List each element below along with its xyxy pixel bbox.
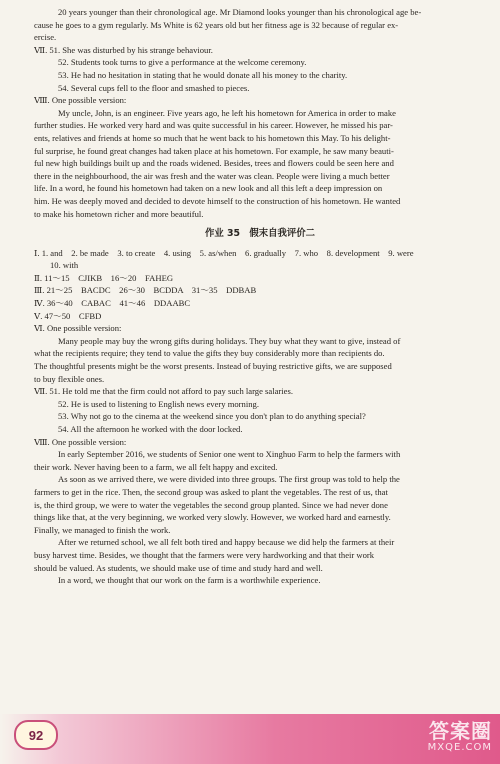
section-7-line: 54. Several cups fell to the floor and smashed to pieces.	[58, 82, 250, 93]
section-7-line: 54. All the afternoon he worked with the door locked.	[58, 424, 243, 434]
text-line: ercise.	[34, 32, 57, 43]
answer-line: Ⅳ. 36～40 CABAC 41～46 DDAABC	[34, 298, 191, 309]
essay-line: to buy flexible ones.	[34, 373, 105, 384]
essay-line: Many people may buy the wrong gifts during holidays. They buy what they want to give, instead of	[58, 335, 401, 346]
essay-line: ful surprise, he found great changes had taken place at his hometown. For example, he saw many beauti-	[34, 145, 394, 156]
watermark-url: MXQE.COM	[427, 742, 492, 753]
essay-line: Finally, we managed to finish the work.	[34, 524, 171, 535]
text-line: 20 years younger than their chronological age. Mr Diamond looks younger than his chronological age be-	[58, 7, 422, 17]
section-6-heading: Ⅵ. One possible version:	[34, 323, 122, 334]
essay-line: there in the neighbourhood, the air was fresh and the water was clean. People were living a much better	[34, 170, 390, 181]
essay-line: busy harvest time. Besides, we thought that the farmers were very hardworking and that their work	[34, 549, 375, 560]
essay-line: further studies. He worked very hard and was quite successful in his career. However, he missed his par-	[34, 120, 393, 131]
section-7-line: 53. Why not go to the cinema at the weekend since you don't plan to do anything special?	[58, 411, 366, 422]
essay-line: In early September 2016, we students of Senior one went to Xinghuo Farm to help the farmers with	[58, 449, 401, 460]
essay-line: In a word, we thought that our work on the farm is a worthwhile experience.	[58, 575, 321, 586]
section-7-line: 53. He had no hesitation in stating that he would donate all his money to the charity.	[58, 69, 348, 80]
answer-line: Ⅴ. 47～50 CFBD	[34, 310, 102, 321]
watermark-logo	[408, 720, 492, 760]
answer-line: Ⅱ. 11～15 CJIKB 16～20 FAHEG	[34, 272, 174, 283]
section-title: 作业 35 假末自我评价二	[204, 228, 316, 240]
essay-line: ful new high buildings built up and the roads widened. Besides, trees and flowers could be seen here and	[34, 158, 394, 169]
essay-line: life. In a word, he found his hometown had taken on a new look and all this left a deep impression on	[34, 183, 383, 194]
essay-line: ents, relatives and friends at home so much that he went back to his hometown this May. To his delight-	[34, 132, 391, 143]
essay-line: My uncle, John, is an engineer. Five years ago, he left his hometown for America in order to make	[58, 107, 396, 118]
section-7-line: Ⅶ. 51. He told me that the firm could not afford to pay such large salaries.	[34, 386, 293, 397]
page-content	[34, 6, 486, 587]
essay-line: things like that, at the very beginning, we worked very slowly. However, we worked hard and earnestly.	[34, 512, 391, 523]
page-number: 92	[14, 720, 58, 750]
essay-line: their work. Never having been to a farm, we all felt happy and excited.	[34, 461, 278, 472]
essay-line: to make his hometown richer and more beautiful.	[34, 208, 204, 219]
essay-line: After we returned school, we all felt both tired and happy because we did help the farmers at their	[58, 537, 395, 548]
essay-line: should be valued. As students, we should make use of time and study hard and well.	[34, 562, 323, 573]
section-7-line: 52. He is used to listening to English news every morning.	[58, 398, 259, 409]
answer-line: 10. with	[50, 260, 79, 271]
section-7-line: Ⅶ. 51. She was disturbed by his strange behaviour.	[34, 44, 213, 55]
section-8-heading: Ⅷ. One possible version:	[34, 436, 127, 447]
essay-line: him. He was deeply moved and decided to devote himself to the construction of his hometown. He wanted	[34, 195, 401, 206]
text-line: cause he goes to a gym regularly. Ms White is 62 years old but her fitness age is 32 because of regular ex-	[34, 19, 399, 30]
essay-line: The thoughtful presents might be the worst presents. Instead of buying restrictive gifts, we are supposed	[34, 361, 392, 372]
essay-line: farmers to get in the rice. Then, the second group was asked to plant the vegetables. The rest of us, that	[34, 486, 388, 497]
essay-line: is, the third group, we were to water the vegetables the second group planted. Since we had never done	[34, 499, 388, 510]
essay-line: As soon as we arrived there, we were divided into three groups. The first group was told to help the	[58, 474, 400, 485]
section-8-heading: Ⅷ. One possible version:	[34, 95, 127, 106]
answer-line: Ⅰ. 1. and 2. be made 3. to create 4. using 5. as/when 6. gradually 7. who 8. development 9. were	[34, 247, 414, 258]
watermark-text: 答案圈	[429, 719, 492, 743]
section-7-line: 52. Students took turns to give a performance at the welcome ceremony.	[58, 57, 307, 68]
essay-line: what the recipients require; they tend to value the gifts they buy considerably more than recipients do.	[34, 348, 385, 359]
answer-line: Ⅲ. 21～25 BACDC 26～30 BCDDA 31～35 DDBAB	[34, 285, 257, 296]
